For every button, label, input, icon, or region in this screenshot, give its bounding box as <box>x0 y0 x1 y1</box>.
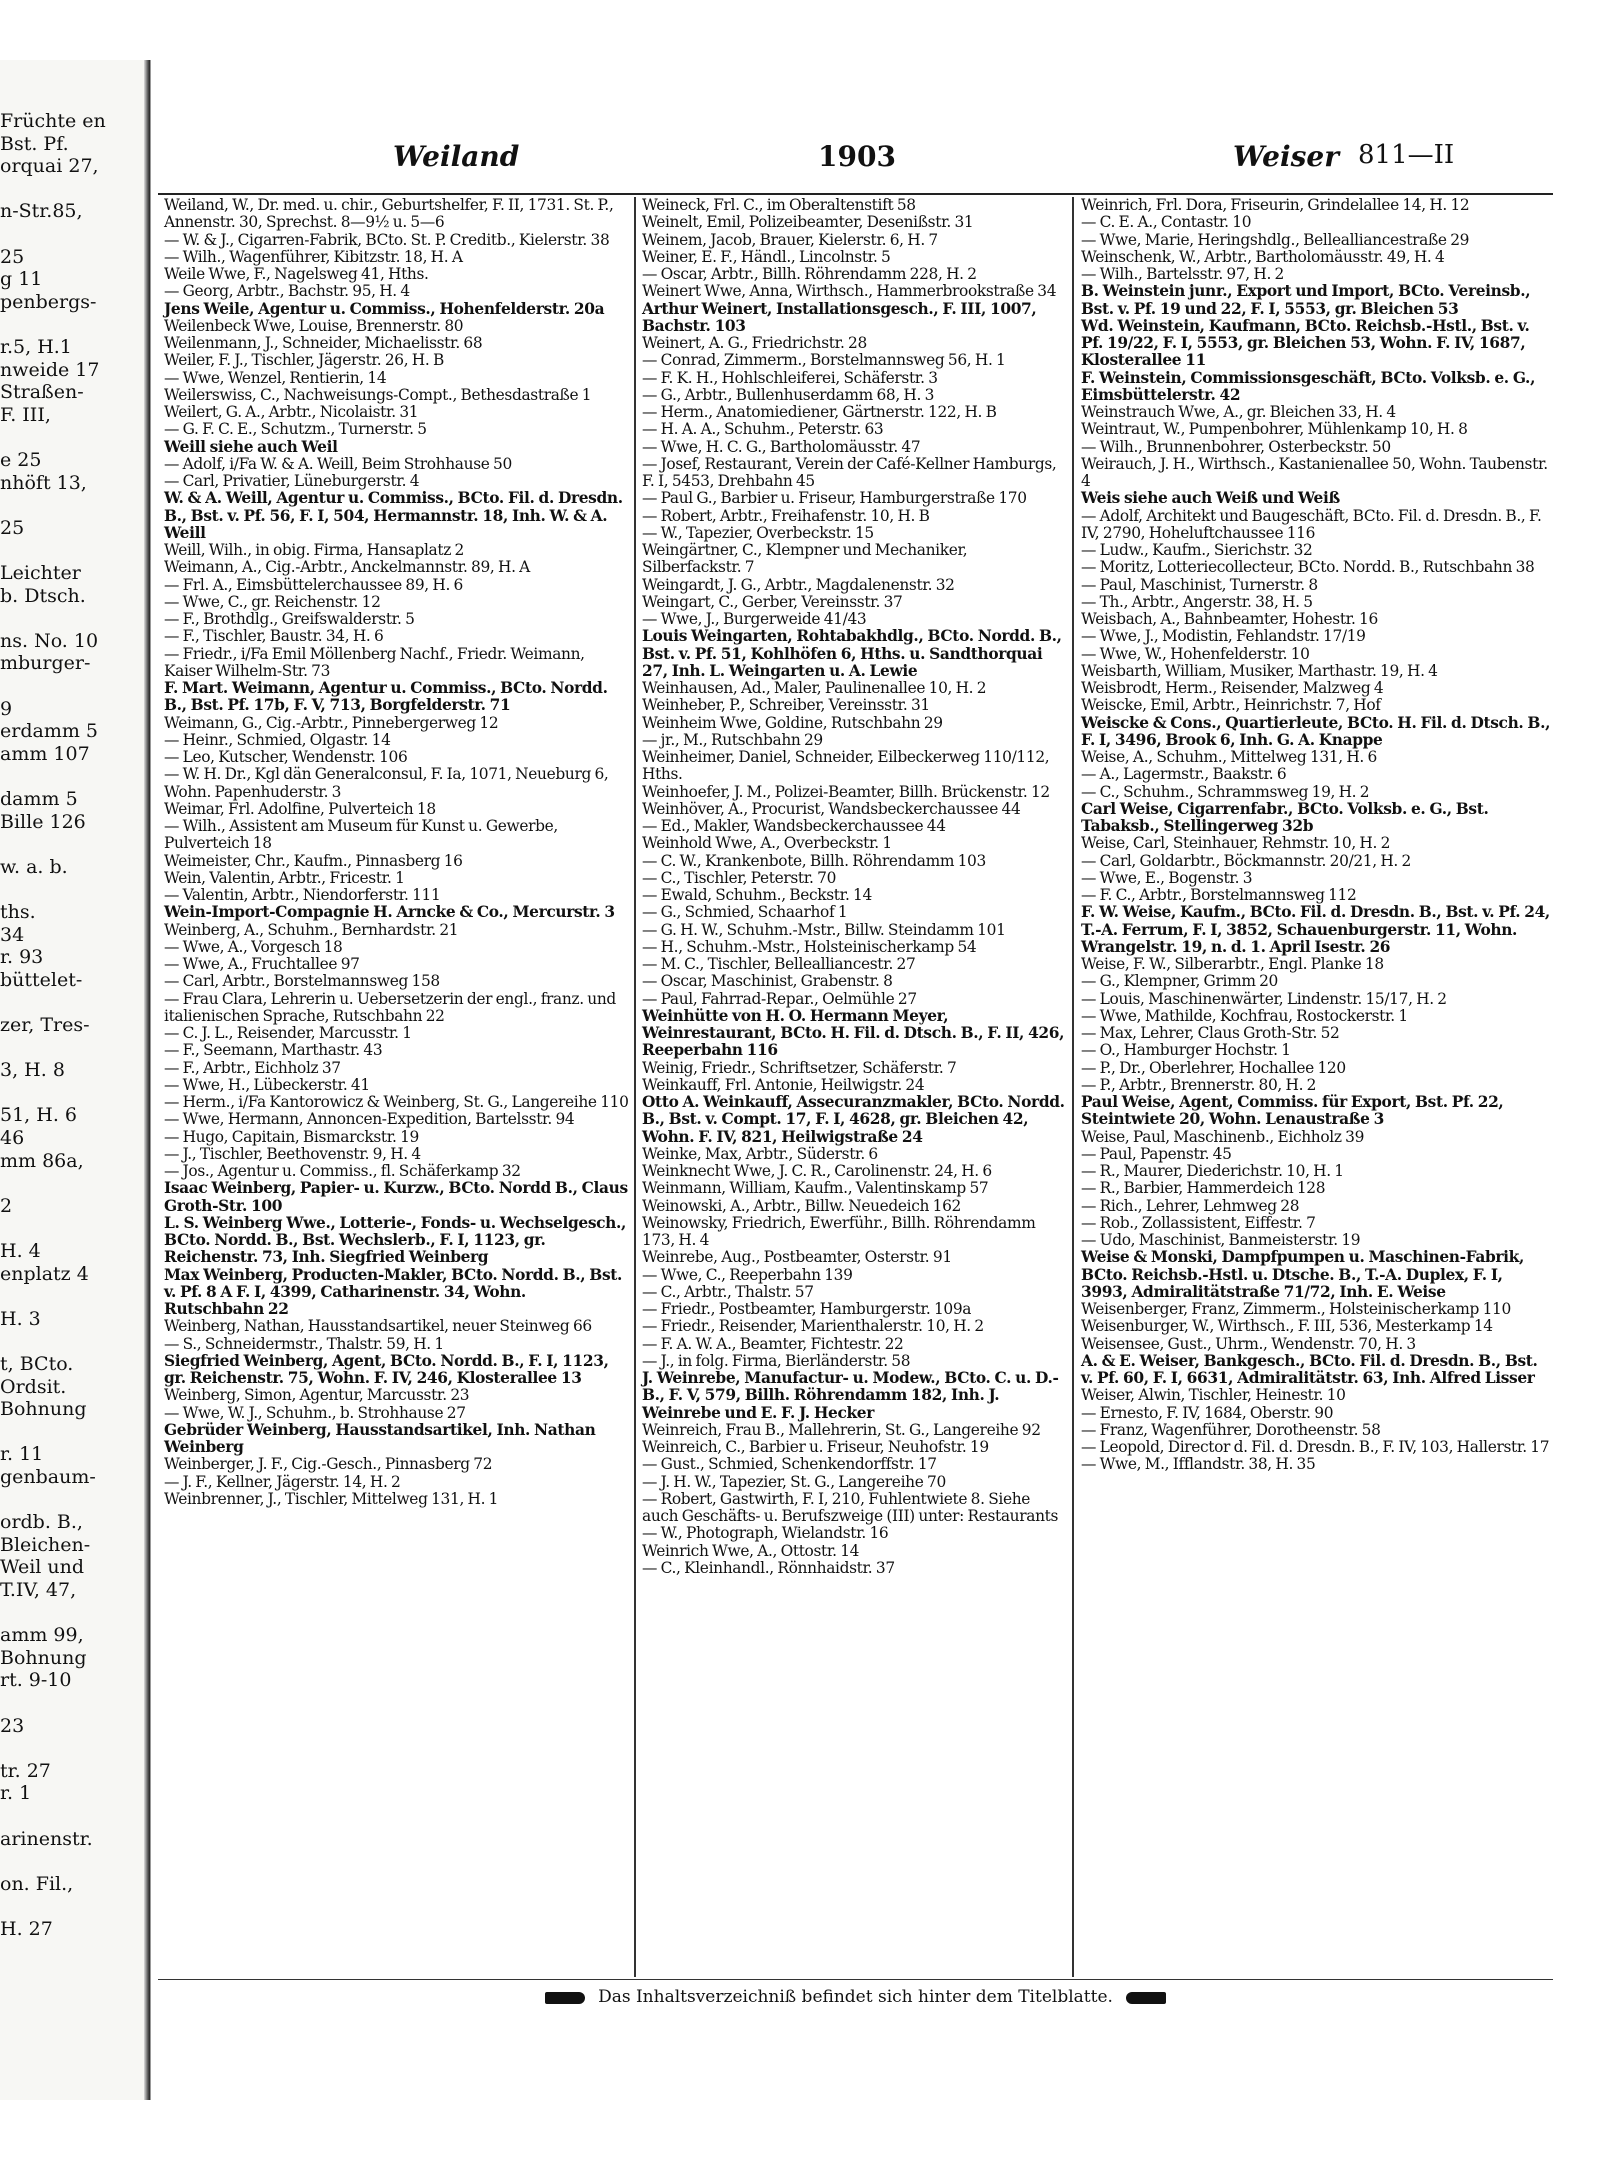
directory-entry: — P., Arbtr., Brennerstr. 80, H. 2 <box>1081 1075 1317 1094</box>
column-3 <box>1075 197 1555 1977</box>
directory-entry: — Wwe, W., Hohenfelderstr. 10 <box>1081 644 1310 663</box>
previous-page-fragment: H. 27 <box>0 1918 53 1940</box>
directory-entry: — C., Arbtr., Thalstr. 57 <box>642 1282 814 1301</box>
directory-entry: — Robert, Arbtr., Freihafenstr. 10, H. B <box>642 506 930 525</box>
previous-page-fragment: 25 <box>0 516 25 539</box>
directory-entry: Weinheber, P., Schreiber, Vereinsstr. 31 <box>642 696 930 715</box>
directory-entry: Weinreich, C., Barbier u. Friseur, Neuhofstr. 19 <box>642 1438 989 1456</box>
directory-entry: Weiland, W., Dr. med. u. chir., Geburtshelfer, F. II, 1731. St. P., Annenstr. 30, Sprechst. 8—9½ u. 5—6 <box>164 197 614 232</box>
previous-page-fragment: w. a. b. <box>0 855 68 878</box>
directory-entry: — Ed., Makler, Wandsbeckerchaussee 44 <box>642 817 946 835</box>
directory-entry: — Adolf, i/Fa W. & A. Weill, Beim Strohhause 50 <box>164 454 512 473</box>
directory-entry: — Leo, Kutscher, Wendenstr. 106 <box>164 748 408 766</box>
directory-entry: — Oscar, Arbtr., Billh. Röhrendamm 228, H. 2 <box>642 265 977 283</box>
previous-page-fragment: ths. <box>0 901 36 923</box>
pointing-hand-left-icon <box>545 1992 585 2004</box>
directory-entry: Weisenberger, Franz, Zimmerm., Holsteinischerkamp 110 <box>1081 1300 1511 1318</box>
directory-entry: Otto A. Weinkauff, Assecuranzmakler, BCto. Nordd. B., Bst. v. Compt. 17, F. I, 4628, gr. Bleichen 42, Wohn. F. IV, 821, Heilwigstraße 24 <box>642 1093 1065 1146</box>
previous-page-fragment: orquai 27, <box>0 155 99 178</box>
directory-entry: Weinreich, Frau B., Mallehrerin, St. G., Langereihe 92 <box>642 1420 1041 1439</box>
directory-entry: — Wwe, Mathilde, Kochfrau, Rostockerstr. 1 <box>1081 1006 1408 1025</box>
directory-entry: — Jos., Agentur u. Commiss., fl. Schäferkamp 32 <box>164 1162 521 1180</box>
directory-entry: — C. J. L., Reisender, Marcusstr. 1 <box>164 1024 412 1042</box>
directory-entry: — F., Brothdlg., Greifswalderstr. 5 <box>164 610 415 628</box>
directory-entry: — Wwe, C., gr. Reichenstr. 12 <box>164 592 381 611</box>
directory-entry: — Oscar, Maschinist, Grabenstr. 8 <box>642 972 893 991</box>
previous-page-fragment: r. 93 <box>0 946 44 969</box>
directory-entry: Weiser, Alwin, Tischler, Heinestr. 10 <box>1081 1386 1346 1405</box>
directory-entry: — H. A. A., Schuhm., Peterstr. 63 <box>642 420 884 439</box>
directory-entry: — Paul, Fahrrad-Repar., Oelmühle 27 <box>642 989 917 1008</box>
previous-page-fragment: amm 99, <box>0 1624 84 1647</box>
directory-entry: — Ewald, Schuhm., Beckstr. 14 <box>642 886 872 904</box>
previous-page-fragment: genbaum- <box>0 1466 96 1488</box>
previous-page-fragment: e 25 <box>0 449 42 471</box>
directory-entry: Louis Weingarten, Rohtabakhdlg., BCto. Nordd. B., Bst. v. Pf. 51, Kohlhöfen 6, Hths. u. Sandthorquai 27, Inh. L. Weingarten u. A. Lewie <box>642 627 1062 680</box>
directory-entry: Weimann, G., Cig.-Arbtr., Pinnebergerweg 12 <box>164 713 499 732</box>
directory-entry: — Wilh., Assistent am Museum für Kunst u. Gewerbe, Pulverteich 18 <box>164 817 558 853</box>
directory-entry: — Wwe, E., Bogenstr. 3 <box>1081 868 1253 887</box>
directory-entry: Weinem, Jacob, Brauer, Kielerstr. 6, H. 7 <box>642 230 938 249</box>
directory-entry: — jr., M., Rutschbahn 29 <box>642 730 823 749</box>
directory-entry: — Wwe, J., Modistin, Fehlandstr. 17/19 <box>1081 627 1366 646</box>
directory-entry: — Paul, Papenstr. 45 <box>1081 1144 1232 1163</box>
previous-page-fragment: Bohnung <box>0 1646 87 1669</box>
previous-page-fragment: n-Str.85, <box>0 200 83 223</box>
directory-entry: — M. C., Tischler, Bellealliancestr. 27 <box>642 955 916 973</box>
previous-page-fragment: Bst. Pf. <box>0 132 69 155</box>
directory-entry: Weirauch, J. H., Wirthsch., Kastanienallee 50, Wohn. Taubenstr. 4 <box>1081 454 1548 490</box>
previous-page-fragment: büttelet- <box>0 968 83 991</box>
previous-page-fragment: nweide 17 <box>0 358 100 381</box>
directory-entry: — Conrad, Zimmerm., Borstelmannsweg 56, H. 1 <box>642 351 1006 370</box>
directory-entry: — O., Hamburger Hochstr. 1 <box>1081 1041 1291 1060</box>
previous-page-fragment: 2 <box>0 1194 13 1217</box>
directory-entry: Weinberger, J. F., Cig.-Gesch., Pinnasberg 72 <box>164 1455 493 1474</box>
footer-rule <box>158 1979 1553 1980</box>
directory-entry: Weinowsky, Friedrich, Ewerführ., Billh. Röhrendamm 173, H. 4 <box>642 1213 1036 1249</box>
directory-entry: Weise, F. W., Silberarbtr., Engl. Planke 18 <box>1081 955 1384 973</box>
directory-entry: — Herm., Anatomiediener, Gärtnerstr. 122, H. B <box>642 403 997 421</box>
previous-page-fragment: penbergs- <box>0 290 97 313</box>
directory-entry: Carl Weise, Cigarrenfabr., BCto. Volksb. e. G., Bst. Tabaksb., Stellingerweg 32b <box>1081 799 1489 835</box>
directory-entry: Weisenburger, W., Wirthsch., F. III, 536, Mesterkamp 14 <box>1081 1317 1493 1336</box>
directory-entry: — Leopold, Director d. Fil. d. Dresdn. B., F. IV, 103, Hallerstr. 17 <box>1081 1438 1550 1456</box>
previous-page-fragment: Früchte en <box>0 110 106 132</box>
directory-entry: Weinke, Max, Arbtr., Süderstr. 6 <box>642 1144 878 1163</box>
directory-entry: — G., Schmied, Schaarhof 1 <box>642 903 848 922</box>
directory-entry: — Moritz, Lotteriecollecteur, BCto. Nordd. B., Rutschbahn 38 <box>1081 558 1535 577</box>
previous-page-fragment: amm 107 <box>0 742 90 765</box>
previous-page-fragment: Bohnung <box>0 1398 87 1421</box>
directory-entry: — Heinr., Schmied, Olgastr. 14 <box>164 730 391 749</box>
directory-entry: — J. F., Kellner, Jägerstr. 14, H. 2 <box>164 1472 401 1491</box>
directory-entry: Weile Wwe, F., Nagelsweg 41, Hths. <box>164 265 429 283</box>
previous-page-fragment: enplatz 4 <box>0 1262 89 1285</box>
directory-entry: — R., Maurer, Diederichstr. 10, H. 1 <box>1081 1162 1344 1180</box>
directory-entry: — Adolf, Architekt und Baugeschäft, BCto. Fil. d. Dresdn. B., F. IV, 2790, Hoheluftchaussee 116 <box>1081 506 1542 542</box>
directory-entry: — P., Dr., Oberlehrer, Hochallee 120 <box>1081 1058 1346 1077</box>
directory-entry: — H., Schuhm.-Mstr., Holsteinischerkamp 54 <box>642 937 977 956</box>
directory-entry: — Robert, Gastwirth, F. I, 210, Fuhlentwiete 8. Siehe auch Geschäfts- u. Berufszweige (III) unter: Restaurants <box>642 1489 1059 1525</box>
directory-entry: — C., Schuhm., Schrammsweg 19, H. 2 <box>1081 782 1370 801</box>
directory-entry: — S., Schneidermstr., Thalstr. 59, H. 1 <box>164 1334 444 1353</box>
directory-entry: Weise & Monski, Dampfpumpen u. Maschinen-Fabrik, BCto. Reichsb.-Hstl. u. Dtsche. B., T.-A. Duplex, F. I, 3993, Admiralitätstraße 71/72, Inh. E. Weise <box>1081 1248 1524 1301</box>
directory-entry: — Friedr., Postbeamter, Hamburgerstr. 109a <box>642 1300 972 1318</box>
previous-page-fragment: nhöft 13, <box>0 471 87 494</box>
directory-entry: — A., Lagermstr., Baakstr. 6 <box>1081 765 1287 784</box>
directory-entry: Weinrich, Frl. Dora, Friseurin, Grindelallee 14, H. 12 <box>1081 197 1470 214</box>
directory-entry: B. Weinstein junr., Export und Import, BCto. Vereinsb., Bst. v. Pf. 19 und 22, F. I, 5553, gr. Bleichen 53 <box>1081 282 1531 318</box>
directory-entry: — W., Photograph, Wielandstr. 16 <box>642 1524 889 1543</box>
directory-entry: A. & E. Weiser, Bankgesch., BCto. Fil. d. Dresdn. B., Bst. v. Pf. 60, F. I, 6631, Admiralitätstr. 63, Inh. Alfred Lisser <box>1081 1351 1538 1387</box>
directory-entry: Weingardt, J. G., Arbtr., Magdalenenstr. 32 <box>642 575 955 594</box>
directory-entry: — F. C., Arbtr., Borstelmannsweg 112 <box>1081 886 1357 904</box>
column-1-list <box>158 197 633 1508</box>
directory-entry: Weilerswiss, C., Nachweisungs-Compt., Bethesdastraße 1 <box>164 385 592 404</box>
directory-entry: — C., Tischler, Peterstr. 70 <box>642 868 837 887</box>
previous-page-fragment: T.IV, 47, <box>0 1579 77 1601</box>
directory-entry: Weinert Wwe, Anna, Wirthsch., Hammerbrookstraße 34 <box>642 282 1057 301</box>
directory-entry: Weinheim Wwe, Goldine, Rutschbahn 29 <box>642 713 943 732</box>
directory-entry: — F., Seemann, Marthastr. 43 <box>164 1041 383 1060</box>
directory-entry: — G. F. C. E., Schutzm., Turnerstr. 5 <box>164 420 427 439</box>
header-year: 1903 <box>818 140 896 173</box>
directory-entry: L. S. Weinberg Wwe., Lotterie-, Fonds- u. Wechselgesch., BCto. Nordd. B., Bst. Wechslerb., F. I, 1123, gr. Reichenstr. 73, Inh. Siegfried Weinberg <box>164 1213 627 1267</box>
previous-page-fragment: Straßen- <box>0 381 84 404</box>
directory-entry: — Gust., Schmied, Schenkendorffstr. 17 <box>642 1455 937 1474</box>
previous-page-fragment: 25 <box>0 245 25 268</box>
directory-entry: Weinrebe, Aug., Postbeamter, Osterstr. 91 <box>642 1248 952 1267</box>
directory-entry: Jens Weile, Agentur u. Commiss., Hohenfelderstr. 20a <box>164 299 605 318</box>
previous-page-fragment: Weil und <box>0 1556 85 1579</box>
directory-entry: — G., Klempner, Grimm 20 <box>1081 972 1278 991</box>
directory-entry: — Wwe, Wenzel, Rentierin, 14 <box>164 368 387 387</box>
directory-entry: — Valentin, Arbtr., Niendorferstr. 111 <box>164 886 441 904</box>
directory-entry: — Ludw., Kaufm., Sierichstr. 32 <box>1081 541 1313 559</box>
header-rule <box>158 193 1553 195</box>
directory-entry: Weinhöver, A., Procurist, Wandsbeckerchaussee 44 <box>642 799 1021 818</box>
directory-entry: Isaac Weinberg, Papier- u. Kurzw., BCto. Nordd B., Claus Groth-Str. 100 <box>164 1179 628 1215</box>
directory-entry: — Wwe, Marie, Heringshdlg., Bellealliancestraße 29 <box>1081 230 1470 249</box>
directory-entry: Weise, Carl, Steinhauer, Rehmstr. 10, H. 2 <box>1081 834 1391 853</box>
footer-note <box>158 1987 1553 2007</box>
directory-entry: — Frl. A., Eimsbüttelerchaussee 89, H. 6 <box>164 575 463 594</box>
directory-entry: Weilert, G. A., Arbtr., Nicolaistr. 31 <box>164 403 419 421</box>
directory-entry: — Wwe, Hermann, Annoncen-Expedition, Bartelsstr. 94 <box>164 1110 575 1129</box>
column-3-list <box>1075 197 1555 1474</box>
directory-entry: Weinschenk, W., Arbtr., Bartholomäusstr. 49, H. 4 <box>1081 247 1445 266</box>
directory-entry: Weiler, F. J., Tischler, Jägerstr. 26, H. B <box>164 351 444 370</box>
footer-text: Das Inhaltsverzeichniß befindet sich hinter dem Titelblatte. <box>598 1987 1113 2007</box>
directory-entry: F. Mart. Weimann, Agentur u. Commiss., BCto. Nordd. B., Bst. Pf. 17b, F. V, 713, Borgfelderstr. 71 <box>164 679 608 715</box>
directory-entry: Wd. Weinstein, Kaufmann, BCto. Reichsb.-Hstl., Bst. v. Pf. 19/22, F. I, 5553, gr. Bleichen 53, Wohn. F. IV, 1687, Klosterallee 11 <box>1081 316 1530 370</box>
directory-entry: — Frau Clara, Lehrerin u. Uebersetzerin der engl., franz. und italienischen Sprache, Rutschbahn 22 <box>164 989 616 1025</box>
directory-entry: Weise, A., Schuhm., Mittelweg 131, H. 6 <box>1081 748 1377 766</box>
directory-entry: — Josef, Restaurant, Verein der Café-Kellner Hamburgs, F. I, 5453, Drehbahn 45 <box>642 454 1057 490</box>
previous-page-fragment: ordb. B., <box>0 1511 83 1534</box>
directory-entry: Weis siehe auch Weiß und Weiß <box>1081 489 1340 508</box>
directory-entry: Weinhold Wwe, A., Overbeckstr. 1 <box>642 834 892 853</box>
directory-entry: — Carl, Arbtr., Borstelmannsweg 158 <box>164 972 440 991</box>
directory-entry: Weilenbeck Wwe, Louise, Brennerstr. 80 <box>164 316 464 335</box>
directory-entry: Weingärtner, C., Klempner und Mechaniker, Silberfackstr. 7 <box>642 541 968 577</box>
directory-entry: Paul Weise, Agent, Commiss. für Export, Bst. Pf. 22, Steintwiete 20, Wohn. Lenaustraße 3 <box>1081 1093 1504 1129</box>
previous-page-fragment: H. 4 <box>0 1240 41 1262</box>
directory-entry: — Udo, Maschinist, Banmeisterstr. 19 <box>1081 1231 1361 1249</box>
directory-entry: — Wilh., Brunnenbohrer, Osterbeckstr. 50 <box>1081 437 1391 456</box>
header-last-entry: Weiser <box>1233 140 1339 173</box>
directory-entry: Weilenmann, J., Schneider, Michaelisstr. 68 <box>164 334 483 352</box>
directory-entry: Weiner, E. F., Händl., Lincolnstr. 5 <box>642 247 891 266</box>
previous-page-fragment: 34 <box>0 923 25 946</box>
previous-page-fragment: 51, H. 6 <box>0 1104 77 1127</box>
directory-entry: — Wwe, A., Vorgesch 18 <box>164 937 343 956</box>
directory-entry: — Wwe, H. C. G., Bartholomäusstr. 47 <box>642 437 921 456</box>
previous-page-fragment: damm 5 <box>0 788 78 810</box>
directory-entry: — Wwe, C., Reeperbahn 139 <box>642 1265 853 1284</box>
directory-entry: Weinkauff, Frl. Antonie, Heilwigstr. 24 <box>642 1075 925 1094</box>
column-divider <box>1072 197 1074 1977</box>
directory-entry: W. & A. Weill, Agentur u. Commiss., BCto. Fil. d. Dresdn. B., Bst. v. Pf. 56, F. I, 504, Hermannstr. 18, Inh. W. & A. Weill <box>164 489 623 542</box>
directory-entry: Weingart, C., Gerber, Vereinsstr. 37 <box>642 592 903 611</box>
directory-entry: J. Weinrebe, Manufactur- u. Modew., BCto. C. u. D.-B., F. V, 579, Billh. Röhrendamm 182, Inh. J. Weinrebe und E. F. J. Hecker <box>642 1369 1059 1422</box>
directory-entry: — Friedr., i/Fa Emil Möllenberg Nachf., Friedr. Weimann, Kaiser Wilhelm-Str. 73 <box>164 644 585 680</box>
previous-page-fragment: r.5, H.1 <box>0 336 72 358</box>
directory-entry: Weinowski, A., Arbtr., Billw. Neuedeich 162 <box>642 1196 961 1215</box>
header-first-entry: Weiland <box>393 140 520 173</box>
previous-page-fragment: r. 1 <box>0 1782 32 1805</box>
directory-entry: — Wwe, A., Fruchtallee 97 <box>164 955 360 973</box>
previous-page-fragment: Bleichen- <box>0 1533 91 1556</box>
previous-page-fragment: 23 <box>0 1714 25 1737</box>
directory-entry: — W. H. Dr., Kgl dän Generalconsul, F. Ia, 1071, Neueburg 6, Wohn. Papenhuderstr. 3 <box>164 765 609 801</box>
previous-page-fragment: ns. No. 10 <box>0 629 99 652</box>
directory-entry: — J. H. W., Tapezier, St. G., Langereihe 70 <box>642 1472 946 1491</box>
entry-columns <box>158 197 1553 1977</box>
directory-entry: Weimann, A., Cig.-Arbtr., Anckelmannstr. 89, H. A <box>164 558 530 577</box>
directory-entry: — Carl, Privatier, Lüneburgerstr. 4 <box>164 472 420 490</box>
directory-entry: — Paul G., Barbier u. Friseur, Hamburgerstraße 170 <box>642 489 1027 508</box>
page-header <box>158 95 1553 175</box>
previous-page-fragment: b. Dtsch. <box>0 584 86 607</box>
directory-entry: — W., Tapezier, Overbeckstr. 15 <box>642 523 874 542</box>
directory-entry: — G. H. W., Schuhm.-Mstr., Billw. Steindamm 101 <box>642 920 1006 939</box>
directory-entry: — Rob., Zollassistent, Eiffestr. 7 <box>1081 1213 1316 1232</box>
directory-entry: Weiscke, Emil, Arbtr., Heinrichstr. 7, Hof <box>1081 696 1381 715</box>
directory-entry: Weinstrauch Wwe, A., gr. Bleichen 33, H. 4 <box>1081 403 1396 421</box>
directory-entry: — C. W., Krankenbote, Billh. Röhrendamm 103 <box>642 851 986 870</box>
directory-entry: — F. K. H., Hohlschleiferei, Schäferstr. 3 <box>642 368 938 387</box>
previous-page-fragment: on. Fil., <box>0 1872 74 1895</box>
directory-entry: — J., Tischler, Beethovenstr. 9, H. 4 <box>164 1144 421 1163</box>
column-2-list <box>636 197 1071 1577</box>
directory-entry: — Louis, Maschinenwärter, Lindenstr. 15/17, H. 2 <box>1081 989 1447 1008</box>
directory-entry: — Friedr., Reisender, Marienthalerstr. 10, H. 2 <box>642 1317 984 1336</box>
directory-entry: F. Weinstein, Commissionsgeschäft, BCto. Volksb. e. G., Eimsbüttelerstr. 42 <box>1081 368 1536 404</box>
directory-entry: Weisbrodt, Herm., Reisender, Malzweg 4 <box>1081 679 1384 697</box>
directory-entry: — W. & J., Cigarren-Fabrik, BCto. St. P. Creditb., Kielerstr. 38 <box>164 230 610 249</box>
directory-entry: Max Weinberg, Producten-Makler, BCto. Nordd. B., Bst. v. Pf. 8 A F. I, 4399, Catharinenstr. 34, Wohn. Rutschbahn 22 <box>164 1265 623 1318</box>
directory-entry: — Wwe, J., Burgerweide 41/43 <box>642 610 867 628</box>
directory-entry: — Max, Lehrer, Claus Groth-Str. 52 <box>1081 1024 1340 1042</box>
previous-page-fragment: g 11 <box>0 268 43 291</box>
previous-page-fragment: mm 86a, <box>0 1149 84 1172</box>
book-gutter <box>144 60 151 2100</box>
directory-entry: Weinhoefer, J. M., Polizei-Beamter, Billh. Brückenstr. 12 <box>642 782 1050 801</box>
directory-entry: — J., in folg. Firma, Bierländerstr. 58 <box>642 1351 911 1370</box>
directory-entry: — Ernesto, F. IV, 1684, Oberstr. 90 <box>1081 1403 1334 1422</box>
directory-entry: Weinknecht Wwe, J. C. R., Carolinenstr. 24, H. 6 <box>642 1162 992 1180</box>
previous-page-fragment: tr. 27 <box>0 1759 51 1782</box>
directory-entry: — Wilh., Wagenführer, Kibitzstr. 18, H. A <box>164 247 463 266</box>
directory-entry: F. W. Weise, Kaufm., BCto. Fil. d. Dresdn. B., Bst. v. Pf. 24, T.-A. Ferrum, F. I, 3852, Schauenburgerstr. 11, Wohn. Wrangelstr. 19, n. d. 1. April Isestr. 26 <box>1081 903 1550 956</box>
previous-page-fragment: arinenstr. <box>0 1827 93 1850</box>
previous-page-fragment: F. III, <box>0 403 51 426</box>
directory-entry: — Paul, Maschinist, Turnerstr. 8 <box>1081 575 1318 594</box>
directory-entry: Weimeister, Chr., Kaufm., Pinnasberg 16 <box>164 851 463 870</box>
directory-entry: — F., Arbtr., Eichholz 37 <box>164 1058 341 1077</box>
directory-entry: Weinberg, A., Schuhm., Bernhardstr. 21 <box>164 920 459 939</box>
directory-entry: Weinhütte von H. O. Hermann Meyer, Weinrestaurant, BCto. H. Fil. d. Dtsch. B., F. II, 426, Reeperbahn 116 <box>642 1006 1065 1060</box>
previous-page-fragment: 46 <box>0 1127 25 1149</box>
column-1 <box>158 197 633 1977</box>
directory-entry: — Wwe, M., Ifflandstr. 38, H. 35 <box>1081 1455 1316 1474</box>
directory-entry: — Wilh., Bartelsstr. 97, H. 2 <box>1081 265 1284 283</box>
directory-entry: Weise, Paul, Maschinenb., Eichholz 39 <box>1081 1127 1365 1146</box>
directory-entry: Weinhausen, Ad., Maler, Paulinenallee 10, H. 2 <box>642 679 987 697</box>
directory-entry: Arthur Weinert, Installationsgesch., F. III, 1007, Bachstr. 103 <box>642 299 1037 335</box>
directory-entry: — G., Arbtr., Bullenhuserdamm 68, H. 3 <box>642 385 935 404</box>
directory-entry: — C. E. A., Contastr. 10 <box>1081 213 1252 232</box>
directory-entry: — Rich., Lehrer, Lehmweg 28 <box>1081 1196 1300 1215</box>
column-2 <box>636 197 1071 1977</box>
directory-entry: — Th., Arbtr., Angerstr. 38, H. 5 <box>1081 592 1313 611</box>
previous-page-fragment: Leichter <box>0 562 81 584</box>
directory-entry: — Wwe, W. J., Schuhm., b. Strohhause 27 <box>164 1403 466 1422</box>
previous-page-fragment: 9 <box>0 697 13 720</box>
directory-entry: Weimar, Frl. Adolfine, Pulverteich 18 <box>164 799 436 818</box>
pointing-hand-right-icon <box>1126 1992 1166 2004</box>
directory-entry: Weisbach, A., Bahnbeamter, Hohestr. 16 <box>1081 610 1378 628</box>
directory-entry: Weinbrenner, J., Tischler, Mittelweg 131, H. 1 <box>164 1489 499 1508</box>
directory-entry: Weinheimer, Daniel, Schneider, Eilbeckerweg 110/112, Hths. <box>642 748 1050 784</box>
directory-entry: — Wwe, H., Lübeckerstr. 41 <box>164 1075 370 1094</box>
previous-page-fragment: zer, Tres- <box>0 1014 90 1036</box>
directory-entry: — Hugo, Capitain, Bismarckstr. 19 <box>164 1127 419 1146</box>
directory-entry: Weinelt, Emil, Polizeibeamter, Desenißstr. 31 <box>642 213 974 232</box>
directory-entry: Weinberg, Simon, Agentur, Marcusstr. 23 <box>164 1386 470 1405</box>
directory-entry: — F., Tischler, Baustr. 34, H. 6 <box>164 627 384 646</box>
directory-entry: Weinig, Friedr., Schriftsetzer, Schäferstr. 7 <box>642 1058 957 1077</box>
directory-entry: Weinrich Wwe, A., Ottostr. 14 <box>642 1541 860 1560</box>
directory-entry: — C., Kleinhandl., Rönnhaidstr. 37 <box>642 1558 895 1577</box>
directory-entry: Wein-Import-Compagnie H. Arncke & Co., Mercurstr. 3 <box>164 903 615 922</box>
directory-entry: Weisensee, Gust., Uhrm., Wendenstr. 70, H. 3 <box>1081 1334 1416 1353</box>
page-number: 811—II <box>1358 140 1455 170</box>
previous-page-fragment: t, BCto. <box>0 1353 74 1375</box>
previous-page-fragment: erdamm 5 <box>0 720 98 743</box>
directory-entry: Weinmann, William, Kaufm., Valentinskamp 57 <box>642 1179 989 1198</box>
directory-entry: Weineck, Frl. C., im Oberaltenstift 58 <box>642 197 916 214</box>
directory-entry: Weinert, A. G., Friedrichstr. 28 <box>642 334 867 352</box>
directory-entry: Weintraut, W., Pumpenbohrer, Mühlenkamp 10, H. 8 <box>1081 420 1468 439</box>
directory-entry: — Carl, Goldarbtr., Böckmannstr. 20/21, H. 2 <box>1081 851 1411 870</box>
previous-page-fragment: Ordsit. <box>0 1375 67 1398</box>
previous-page-fragment: mburger- <box>0 652 91 675</box>
directory-entry: Weill, Wilh., in obig. Firma, Hansaplatz 2 <box>164 541 464 559</box>
previous-page-fragment: Bille 126 <box>0 810 86 833</box>
directory-entry: — Georg, Arbtr., Bachstr. 95, H. 4 <box>164 282 410 301</box>
previous-page-fragment: rt. 9-10 <box>0 1669 72 1692</box>
directory-entry: — F. A. W. A., Beamter, Fichtestr. 22 <box>642 1334 904 1353</box>
directory-page <box>158 95 1553 2025</box>
previous-page-fragment: 3, H. 8 <box>0 1059 65 1082</box>
directory-entry: — Herm., i/Fa Kantorowicz & Weinberg, St. G., Langereihe 110 <box>164 1093 629 1111</box>
previous-page-fragment: H. 3 <box>0 1307 41 1330</box>
directory-entry: Weinberg, Nathan, Hausstandsartikel, neuer Steinweg 66 <box>164 1317 592 1336</box>
previous-page-edge <box>0 60 151 2100</box>
previous-page-fragment: r. 11 <box>0 1443 44 1466</box>
directory-entry: Gebrüder Weinberg, Hausstandsartikel, Inh. Nathan Weinberg <box>164 1420 596 1456</box>
directory-entry: Weill siehe auch Weil <box>164 437 338 456</box>
directory-entry: Siegfried Weinberg, Agent, BCto. Nordd. B., F. I, 1123, gr. Reichenstr. 75, Wohn. F. IV, 246, Klosterallee 13 <box>164 1351 609 1387</box>
directory-entry: Weiscke & Cons., Quartierleute, BCto. H. Fil. d. Dtsch. B., F. I, 3496, Brook 6, Inh. G. A. Knappe <box>1081 713 1551 749</box>
directory-entry: — Franz, Wagenführer, Dorotheenstr. 58 <box>1081 1420 1381 1439</box>
directory-entry: Weisbarth, William, Musiker, Marthastr. 19, H. 4 <box>1081 661 1438 680</box>
directory-entry: — R., Barbier, Hammerdeich 128 <box>1081 1179 1326 1198</box>
directory-entry: Wein, Valentin, Arbtr., Fricestr. 1 <box>164 868 405 887</box>
